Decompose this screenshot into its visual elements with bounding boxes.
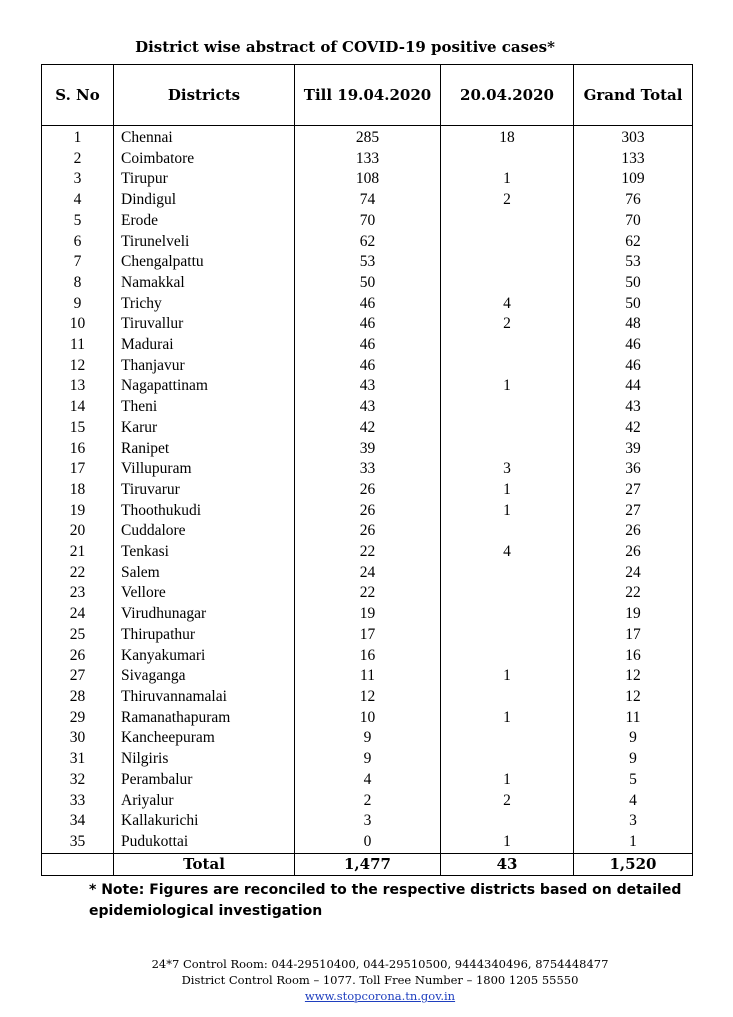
row-till: 46 [295,294,441,315]
table-row [42,832,693,853]
row-district: Kanyakumari [114,646,295,667]
total-label: Total [114,853,295,875]
table-row [42,459,693,480]
row-district: Thiruvannamalai [114,687,295,708]
row-total: 303 [574,128,693,149]
row-till: 43 [295,397,441,418]
row-day [441,604,574,625]
row-day: 4 [441,542,574,563]
row-sno: 32 [42,770,114,791]
header-grand-total: Grand Total [574,65,693,126]
row-till: 11 [295,666,441,687]
row-district: Nilgiris [114,749,295,770]
row-district: Nagapattinam [114,376,295,397]
row-total: 44 [574,376,693,397]
table-row [42,149,693,170]
row-total: 26 [574,521,693,542]
row-till: 10 [295,708,441,729]
table-row [42,708,693,729]
row-till: 74 [295,190,441,211]
row-till: 285 [295,128,441,149]
row-total: 19 [574,604,693,625]
table-row [42,604,693,625]
table-row [42,335,693,356]
row-day [441,646,574,667]
row-sno: 33 [42,791,114,812]
row-sno: 20 [42,521,114,542]
row-sno: 10 [42,314,114,335]
row-sno: 16 [42,439,114,460]
row-district: Vellore [114,583,295,604]
row-district: Sivaganga [114,666,295,687]
row-till: 50 [295,273,441,294]
table-row [42,728,693,749]
covid-cases-table [41,64,693,876]
row-till: 12 [295,687,441,708]
row-till: 19 [295,604,441,625]
table-row [42,521,693,542]
row-sno: 31 [42,749,114,770]
row-day [441,397,574,418]
table-row [42,273,693,294]
row-total: 17 [574,625,693,646]
table-header-row [42,65,693,126]
row-district: Tirunelveli [114,232,295,253]
table-row [42,542,693,563]
row-sno: 30 [42,728,114,749]
row-sno: 19 [42,501,114,522]
row-district: Namakkal [114,273,295,294]
row-day [441,149,574,170]
document-title: District wise abstract of COVID-19 positive cases* [135,38,555,56]
row-till: 62 [295,232,441,253]
footer [0,956,733,1004]
row-day: 3 [441,459,574,480]
row-total: 43 [574,397,693,418]
row-day: 18 [441,128,574,149]
row-total: 133 [574,149,693,170]
table-row [42,646,693,667]
row-sno: 28 [42,687,114,708]
row-total: 46 [574,335,693,356]
row-district: Thanjavur [114,356,295,377]
row-till: 17 [295,625,441,646]
row-till: 9 [295,728,441,749]
row-sno: 25 [42,625,114,646]
row-day [441,728,574,749]
row-total: 39 [574,439,693,460]
row-day [441,625,574,646]
row-day [441,439,574,460]
row-till: 26 [295,480,441,501]
row-sno: 11 [42,335,114,356]
total-sno-cell [42,853,114,875]
row-day: 1 [441,708,574,729]
table-row [42,687,693,708]
row-sno: 14 [42,397,114,418]
table-row [42,128,693,149]
row-district: Theni [114,397,295,418]
row-district: Chennai [114,128,295,149]
row-district: Erode [114,211,295,232]
row-sno: 5 [42,211,114,232]
row-total: 4 [574,791,693,812]
row-sno: 6 [42,232,114,253]
row-total: 12 [574,666,693,687]
row-till: 22 [295,583,441,604]
row-till: 53 [295,252,441,273]
row-day [441,356,574,377]
table-row [42,169,693,190]
table-row [42,397,693,418]
row-till: 133 [295,149,441,170]
row-total: 36 [574,459,693,480]
row-day: 1 [441,480,574,501]
row-total: 22 [574,583,693,604]
row-total: 50 [574,294,693,315]
row-day [441,252,574,273]
row-total: 5 [574,770,693,791]
row-till: 3 [295,811,441,832]
row-district: Cuddalore [114,521,295,542]
table-row [42,439,693,460]
row-district: Ariyalur [114,791,295,812]
row-day [441,811,574,832]
total-grand: 1,520 [574,853,693,875]
row-day [441,749,574,770]
row-day [441,335,574,356]
district-control-line: District Control Room – 1077. Toll Free Number – 1800 1205 55550 [181,973,579,987]
row-till: 42 [295,418,441,439]
row-district: Tiruvallur [114,314,295,335]
row-day [441,521,574,542]
row-till: 9 [295,749,441,770]
row-till: 24 [295,563,441,584]
row-till: 26 [295,501,441,522]
row-sno: 8 [42,273,114,294]
row-total: 3 [574,811,693,832]
row-till: 4 [295,770,441,791]
row-sno: 27 [42,666,114,687]
row-total: 76 [574,190,693,211]
row-district: Chengalpattu [114,252,295,273]
row-day: 2 [441,791,574,812]
row-district: Madurai [114,335,295,356]
row-sno: 34 [42,811,114,832]
row-day [441,418,574,439]
table-row [42,232,693,253]
row-day [441,563,574,584]
row-till: 2 [295,791,441,812]
row-district: Karur [114,418,295,439]
table-row [42,376,693,397]
row-sno: 22 [42,563,114,584]
row-day: 1 [441,770,574,791]
row-day: 1 [441,376,574,397]
row-district: Coimbatore [114,149,295,170]
row-total: 42 [574,418,693,439]
row-total: 16 [574,646,693,667]
table-row [42,666,693,687]
row-day: 1 [441,169,574,190]
header-day-date: 20.04.2020 [441,65,574,126]
row-till: 43 [295,376,441,397]
row-district: Thoothukudi [114,501,295,522]
row-district: Thirupathur [114,625,295,646]
table-body [42,126,693,854]
row-district: Tiruvarur [114,480,295,501]
row-district: Dindigul [114,190,295,211]
row-day [441,273,574,294]
row-sno: 26 [42,646,114,667]
row-total: 46 [574,356,693,377]
table-row [42,770,693,791]
row-sno: 1 [42,128,114,149]
row-till: 33 [295,459,441,480]
table-row [42,356,693,377]
row-sno: 9 [42,294,114,315]
table-row [42,811,693,832]
total-till: 1,477 [295,853,441,875]
table-row [42,563,693,584]
row-total: 9 [574,728,693,749]
row-sno: 7 [42,252,114,273]
row-total: 70 [574,211,693,232]
row-day: 1 [441,832,574,853]
row-district: Trichy [114,294,295,315]
website-link[interactable]: www.stopcorona.tn.gov.in [304,989,456,1003]
row-day: 4 [441,294,574,315]
row-district: Ramanathapuram [114,708,295,729]
row-district: Tirupur [114,169,295,190]
header-sno: S. No [42,65,114,126]
table-row [42,314,693,335]
row-till: 26 [295,521,441,542]
row-day [441,232,574,253]
header-districts: Districts [114,65,295,126]
row-district: Ranipet [114,439,295,460]
table-row [42,749,693,770]
total-day: 43 [441,853,574,875]
row-total: 53 [574,252,693,273]
row-district: Villupuram [114,459,295,480]
row-total: 26 [574,542,693,563]
table-row [42,625,693,646]
table-row [42,583,693,604]
row-district: Pudukottai [114,832,295,853]
row-till: 46 [295,335,441,356]
row-day [441,211,574,232]
header-till-date: Till 19.04.2020 [295,65,441,126]
row-sno: 23 [42,583,114,604]
row-total: 24 [574,563,693,584]
row-day [441,583,574,604]
row-sno: 17 [42,459,114,480]
row-district: Tenkasi [114,542,295,563]
row-total: 27 [574,480,693,501]
table-row [42,190,693,211]
row-district: Salem [114,563,295,584]
control-room-line: 24*7 Control Room: 044-29510400, 044-29510500, 9444340496, 8754448477 [151,957,609,971]
row-sno: 29 [42,708,114,729]
row-district: Virudhunagar [114,604,295,625]
row-sno: 12 [42,356,114,377]
row-sno: 4 [42,190,114,211]
row-sno: 35 [42,832,114,853]
row-district: Perambalur [114,770,295,791]
row-sno: 21 [42,542,114,563]
row-day: 2 [441,314,574,335]
table-row [42,294,693,315]
row-till: 46 [295,356,441,377]
table-row [42,418,693,439]
row-sno: 24 [42,604,114,625]
row-sno: 18 [42,480,114,501]
row-till: 108 [295,169,441,190]
row-total: 27 [574,501,693,522]
table-row [42,252,693,273]
row-total: 11 [574,708,693,729]
table-row [42,211,693,232]
row-total: 62 [574,232,693,253]
row-day: 2 [441,190,574,211]
row-total: 9 [574,749,693,770]
row-district: Kallakurichi [114,811,295,832]
note-text: * Note: Figures are reconciled to the respective districts based on detailed epidemiological investigation [89,882,682,919]
row-district: Kancheepuram [114,728,295,749]
row-sno: 3 [42,169,114,190]
row-till: 70 [295,211,441,232]
row-total: 48 [574,314,693,335]
row-till: 16 [295,646,441,667]
row-total: 50 [574,273,693,294]
row-day [441,687,574,708]
row-sno: 15 [42,418,114,439]
row-till: 46 [295,314,441,335]
row-till: 0 [295,832,441,853]
row-day: 1 [441,666,574,687]
row-day: 1 [441,501,574,522]
row-till: 39 [295,439,441,460]
row-total: 109 [574,169,693,190]
row-sno: 2 [42,149,114,170]
table-row [42,480,693,501]
total-row [42,853,693,875]
row-till: 22 [295,542,441,563]
row-total: 1 [574,832,693,853]
table-row [42,791,693,812]
row-total: 12 [574,687,693,708]
table-row [42,501,693,522]
row-sno: 13 [42,376,114,397]
